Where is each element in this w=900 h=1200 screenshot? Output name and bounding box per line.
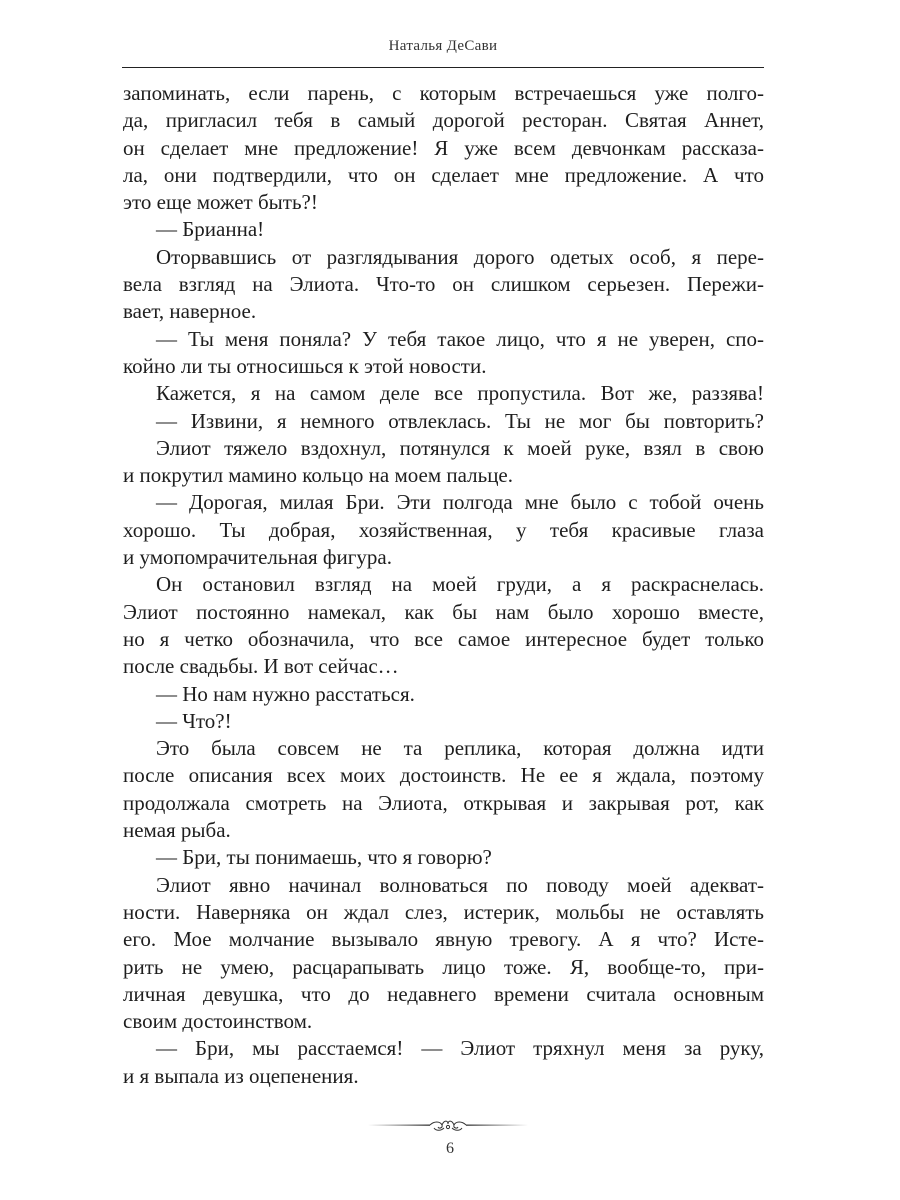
text-line: да, пригласил тебя в самый дорогой ресторан. Святая Аннет, [123, 108, 764, 133]
text-line: он сделает мне предложение! Я уже всем девчонкам рассказа- [123, 135, 764, 160]
text-line: вает, наверное. [123, 299, 257, 324]
text-line: — Но нам нужно расстаться. [156, 681, 415, 706]
text-line: рить не умею, расцарапывать лицо тоже. Я, вообще-то, при- [123, 954, 764, 979]
text-line: Это была совсем не та реплика, которая должна идти [156, 736, 764, 761]
text-line: — Извини, я немного отвлеклась. Ты не мог бы повторить? [156, 408, 764, 433]
text-line: но я четко обозначила, что все самое интересное будет только [123, 626, 764, 651]
text-line: Элиот явно начинал волноваться по поводу моей адекват- [156, 872, 764, 897]
running-head: Наталья ДеСави [388, 38, 498, 54]
page-number: 6 [446, 1140, 454, 1157]
text-line: Элиот постоянно намекал, как бы нам было хорошо вместе, [123, 599, 764, 624]
text-line: и я выпала из оцепенения. [123, 1063, 359, 1088]
text-line: после описания всех моих достоинств. Не ее я ждала, поэтому [123, 763, 764, 788]
text-line: Он остановил взгляд на моей груди, а я раскраснелась. [156, 572, 764, 597]
text-line: запоминать, если парень, с которым встречаешься уже полго- [123, 81, 764, 105]
text-line: своим достоинством. [123, 1009, 313, 1034]
flourish-divider-icon [368, 1116, 528, 1136]
text-line: хорошо. Ты добрая, хозяйственная, у тебя красивые глаза [123, 517, 764, 542]
text-line: койно ли ты относишься к этой новости. [123, 353, 487, 378]
text-line: — Бри, мы расстаемся! — Элиот тряхнул меня за руку, [156, 1036, 764, 1061]
text-line: Элиот тяжело вздохнул, потянулся к моей руке, взял в свою [156, 435, 764, 460]
text-line: — Брианна! [156, 217, 265, 242]
text-line: ла, они подтвердили, что он сделает мне предложение. А что [123, 162, 764, 187]
text-line: Оторвавшись от разглядывания дорого одетых особ, я пере- [156, 244, 764, 269]
text-line: ности. Наверняка он ждал слез, истерик, мольбы не оставлять [123, 899, 764, 924]
text-line: вела взгляд на Элиота. Что-то он слишком серьезен. Пережи- [123, 272, 764, 297]
text-line: и покрутил мамино кольцо на моем пальце. [123, 463, 514, 488]
text-line: немая рыба. [123, 818, 231, 843]
text-line: — Дорогая, милая Бри. Эти полгода мне было с тобой очень [156, 490, 764, 515]
text-line: после свадьбы. И вот сейчас… [123, 654, 399, 679]
text-line: — Ты меня поняла? У тебя такое лицо, что я не уверен, спо- [156, 326, 764, 351]
text-line: его. Мое молчание вызывало явную тревогу. А я что? Исте- [123, 927, 764, 952]
text-line: — Что?! [156, 708, 232, 733]
text-line: продолжала смотреть на Элиота, открывая и закрывая рот, как [123, 790, 764, 815]
text-line: это еще может быть?! [123, 190, 318, 215]
text-line: личная девушка, что до недавнего времени считала основным [123, 981, 764, 1006]
header-rule [122, 67, 764, 68]
body-text [123, 80, 764, 1090]
text-line: Кажется, я на самом деле все пропустила. Вот же, раззява! [156, 381, 764, 406]
text-line: — Бри, ты понимаешь, что я говорю? [156, 845, 492, 870]
text-line: и умопомрачительная фигура. [123, 545, 392, 570]
